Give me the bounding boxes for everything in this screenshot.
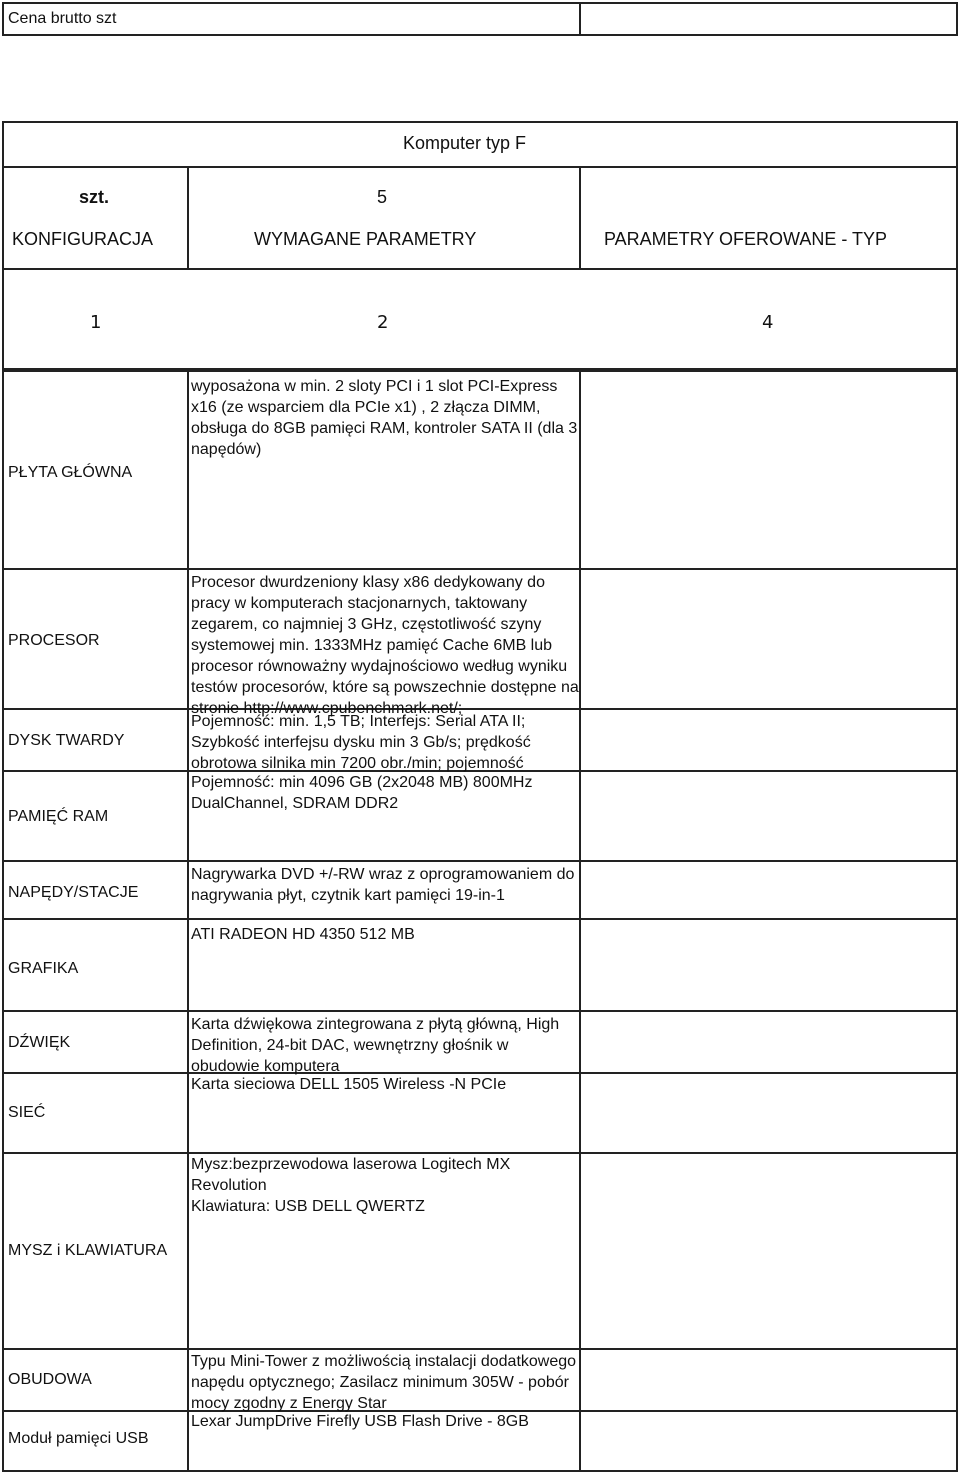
row-desc-motherboard: wyposażona w min. 2 sloty PCI i 1 slot PCI-Express x16 (ze wsparciem dla PCIe x1) , 2 złącza DIMM, obsługa do 8GB pamięci RAM, kontroler SATA II (dla 3 napędów) (191, 378, 578, 458)
row-label-drives: NAPĘDY/STACJE (8, 884, 139, 901)
row-divider (2, 918, 958, 920)
column-header-configuration: KONFIGURACJA (12, 229, 154, 249)
row-desc-case: Typu Mini-Tower z możliwością instalacji dodatkowego napędu optycznego; Zasilacz minimum 305W - pobór mocy zgodny z Energy Star (191, 1353, 577, 1412)
column-number-1: 1 (90, 312, 102, 333)
table-vline-1 (187, 370, 189, 1472)
row-label-hard-drive: DYSK TWARDY (8, 732, 125, 749)
row-divider (2, 568, 958, 570)
row-label-sound: DŹWIĘK (8, 1034, 71, 1051)
price-divider (579, 2, 581, 36)
header-vline-1 (187, 166, 189, 269)
row-desc-sound: Karta dźwiękowa zintegrowana z płytą główną, High Definition, 24-bit DAC, wewnętrzny głośnik w obudowie komputera (191, 1016, 560, 1075)
row-label-network: SIEĆ (8, 1104, 46, 1121)
column-number-2: 2 (377, 312, 389, 333)
row-divider (2, 1348, 958, 1350)
row-label-ram: PAMIĘĆ RAM (8, 808, 109, 825)
column-header-offered: PARAMETRY OFEROWANE - TYP (604, 229, 888, 249)
row-desc-usb: Lexar JumpDrive Firefly USB Flash Drive - 8GB (191, 1413, 529, 1430)
row-desc-network: Karta sieciowa DELL 1505 Wireless -N PCIe (191, 1076, 507, 1093)
row-label-processor: PROCESOR (8, 632, 100, 649)
row-desc-hard-drive: Pojemność: min. 1,5 TB; Interfejs: Serial ATA II; Szybkość interfejsu dysku min 3 Gb/s; prędkość obrotowa silnika min 7200 obr./min; pojemność (191, 713, 531, 772)
qty-value: 5 (377, 187, 388, 207)
row-desc-processor: Procesor dwurdzeniony klasy x86 dedykowany do pracy w komputerach stacjonarnych, taktowany zegarem, co najmniej 3 GHz, częstotliwość szyny systemowej min. 1333MHz pamięć Cache 6MB lub procesor równoważny wydajnościowo według wyniku testów procesorów, które są powszechnie dostępne na stronie http://www.cpubenchmark.net/; (191, 574, 579, 717)
row-divider (2, 860, 958, 862)
header-line-title (2, 166, 958, 168)
row-divider (2, 1010, 958, 1012)
header-line-columns (2, 268, 958, 270)
row-divider (2, 708, 958, 710)
column-header-required: WYMAGANE PARAMETRY (254, 229, 477, 249)
document-title: Komputer typ F (403, 133, 527, 153)
row-label-graphics: GRAFIKA (8, 960, 79, 977)
row-label-mouse-keyboard: MYSZ i KLAWIATURA (8, 1242, 168, 1259)
header-vline-2 (579, 166, 581, 269)
row-label-case: OBUDOWA (8, 1371, 92, 1388)
row-desc-drives: Nagrywarka DVD +/-RW wraz z oprogramowaniem do nagrywania płyt, czytnik kart pamięci 19-in-1 (191, 866, 575, 904)
row-label-motherboard: PŁYTA GŁÓWNA (8, 464, 133, 481)
row-desc-keyboard: Klawiatura: USB DELL QWERTZ (191, 1198, 425, 1215)
qty-label: szt. (79, 187, 110, 207)
table-vline-2 (579, 370, 581, 1472)
row-label-usb: Moduł pamięci USB (8, 1430, 149, 1447)
price-label: Cena brutto szt (8, 10, 117, 27)
row-desc-mouse: Mysz:bezprzewodowa laserowa Logitech MX Revolution (191, 1156, 511, 1194)
row-desc-ram: Pojemność: min 4096 GB (2x2048 MB) 800MHz DualChannel, SDRAM DDR2 (191, 774, 533, 812)
row-desc-graphics: ATI RADEON HD 4350 512 MB (191, 926, 415, 943)
column-number-4: 4 (762, 312, 774, 333)
price-row (2, 2, 958, 36)
